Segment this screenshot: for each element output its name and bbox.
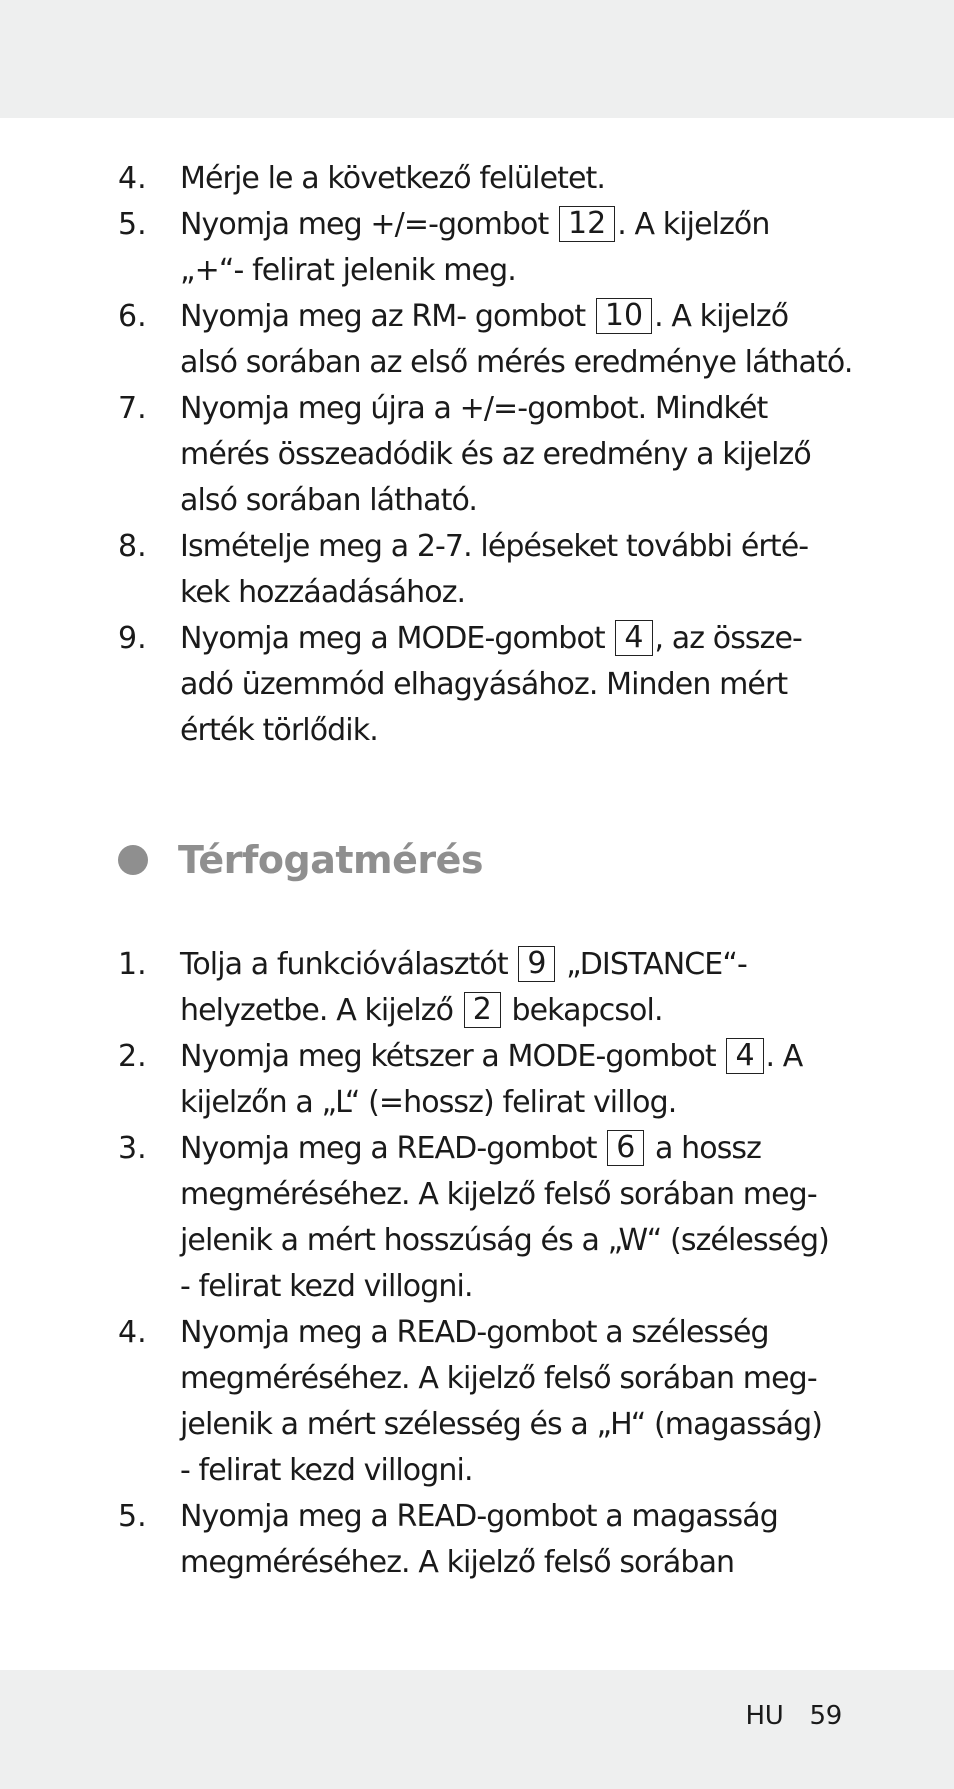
text-line: Tolja a funkcióválasztót 9 „DISTANCE“- xyxy=(180,946,747,982)
step-text xyxy=(180,942,840,1034)
section-title: Térfogatmérés xyxy=(178,838,484,882)
list-item xyxy=(0,524,954,616)
text-line: Nyomja meg a MODE-gombot 4 , az össze- xyxy=(180,620,802,656)
text-line: Nyomja meg a READ-gombot 6 a hossz xyxy=(180,1130,762,1166)
list-item xyxy=(0,1310,954,1494)
step-text xyxy=(180,202,840,294)
step-text xyxy=(180,386,840,524)
list-item xyxy=(0,202,954,294)
text-line: Nyomja meg a READ-gombot a magasság xyxy=(180,1499,778,1534)
list-item xyxy=(0,1126,954,1310)
part-reference-box: 10 xyxy=(596,298,652,334)
step-text xyxy=(180,156,840,202)
step-text xyxy=(180,294,853,386)
text-line: Nyomja meg újra a +/=-gombot. Mindkét xyxy=(180,391,768,426)
step-number: 4. xyxy=(118,1315,147,1350)
text-line: adó üzemmód elhagyásához. Minden mért xyxy=(180,667,788,702)
text-line: Nyomja meg az RM- gombot 10 . A kijelző xyxy=(180,298,789,334)
text-line: - felirat kezd villogni. xyxy=(180,1453,473,1488)
text-line: kek hozzáadásához. xyxy=(180,575,466,610)
step-number: 1. xyxy=(118,947,147,982)
step-text xyxy=(180,1126,840,1310)
step-text xyxy=(180,616,840,754)
step-number: 5. xyxy=(118,1499,147,1534)
part-reference-box: 12 xyxy=(559,206,615,242)
list-item xyxy=(0,1034,954,1126)
section-heading xyxy=(118,838,483,882)
part-reference-box: 2 xyxy=(464,992,501,1028)
top-margin-band xyxy=(0,0,954,118)
text-line: megméréséhez. A kijelző felső sorában meg- xyxy=(180,1177,817,1212)
step-text xyxy=(180,524,840,616)
text-line: Nyomja meg a READ-gombot a szélesség xyxy=(180,1315,769,1350)
list-item xyxy=(0,294,954,386)
text-line: alsó sorában az első mérés eredménye látható. xyxy=(180,345,853,380)
page-footer xyxy=(746,1696,842,1736)
text-line: Nyomja meg kétszer a MODE-gombot 4 . A xyxy=(180,1038,803,1074)
summation-steps-list xyxy=(0,156,954,754)
step-number: 6. xyxy=(118,299,147,334)
part-reference-box: 4 xyxy=(726,1038,763,1074)
step-number: 3. xyxy=(118,1131,147,1166)
text-line: mérés összeadódik és az eredmény a kijelző xyxy=(180,437,811,472)
volume-steps-list xyxy=(0,942,954,1586)
bullet-icon xyxy=(118,845,148,875)
step-number: 8. xyxy=(118,529,147,564)
step-text xyxy=(180,1034,840,1126)
step-number: 5. xyxy=(118,207,147,242)
text-line: alsó sorában látható. xyxy=(180,483,478,518)
text-line: Nyomja meg +/=-gombot 12 . A kijelzőn xyxy=(180,206,770,242)
step-number: 7. xyxy=(118,391,147,426)
list-item xyxy=(0,616,954,754)
part-reference-box: 6 xyxy=(607,1130,644,1166)
part-reference-box: 4 xyxy=(615,620,652,656)
page-number: 59 xyxy=(809,1701,842,1731)
text-line: Ismételje meg a 2-7. lépéseket további érté- xyxy=(180,529,809,564)
list-item xyxy=(0,156,954,202)
text-line: érték törlődik. xyxy=(180,713,378,748)
text-line: kijelzőn a „L“ (=hossz) felirat villog. xyxy=(180,1085,677,1120)
language-code: HU xyxy=(745,1701,784,1731)
step-number: 4. xyxy=(118,161,147,196)
text-line: megméréséhez. A kijelző felső sorában xyxy=(180,1545,735,1580)
step-text xyxy=(180,1310,840,1494)
text-line: - felirat kezd villogni. xyxy=(180,1269,473,1304)
list-item xyxy=(0,386,954,524)
text-line: Mérje le a következő felületet. xyxy=(180,161,606,196)
step-number: 2. xyxy=(118,1039,147,1074)
step-number: 9. xyxy=(118,621,147,656)
text-line: jelenik a mért szélesség és a „H“ (magasság) xyxy=(180,1407,823,1442)
text-line: helyzetbe. A kijelző 2 bekapcsol. xyxy=(180,992,663,1028)
text-line: jelenik a mért hosszúság és a „W“ (szélesség) xyxy=(180,1223,829,1258)
list-item xyxy=(0,1494,954,1586)
step-text xyxy=(180,1494,840,1586)
list-item xyxy=(0,942,954,1034)
text-line: „+“- felirat jelenik meg. xyxy=(180,253,516,288)
text-line: megméréséhez. A kijelző felső sorában meg- xyxy=(180,1361,817,1396)
part-reference-box: 9 xyxy=(518,946,555,982)
